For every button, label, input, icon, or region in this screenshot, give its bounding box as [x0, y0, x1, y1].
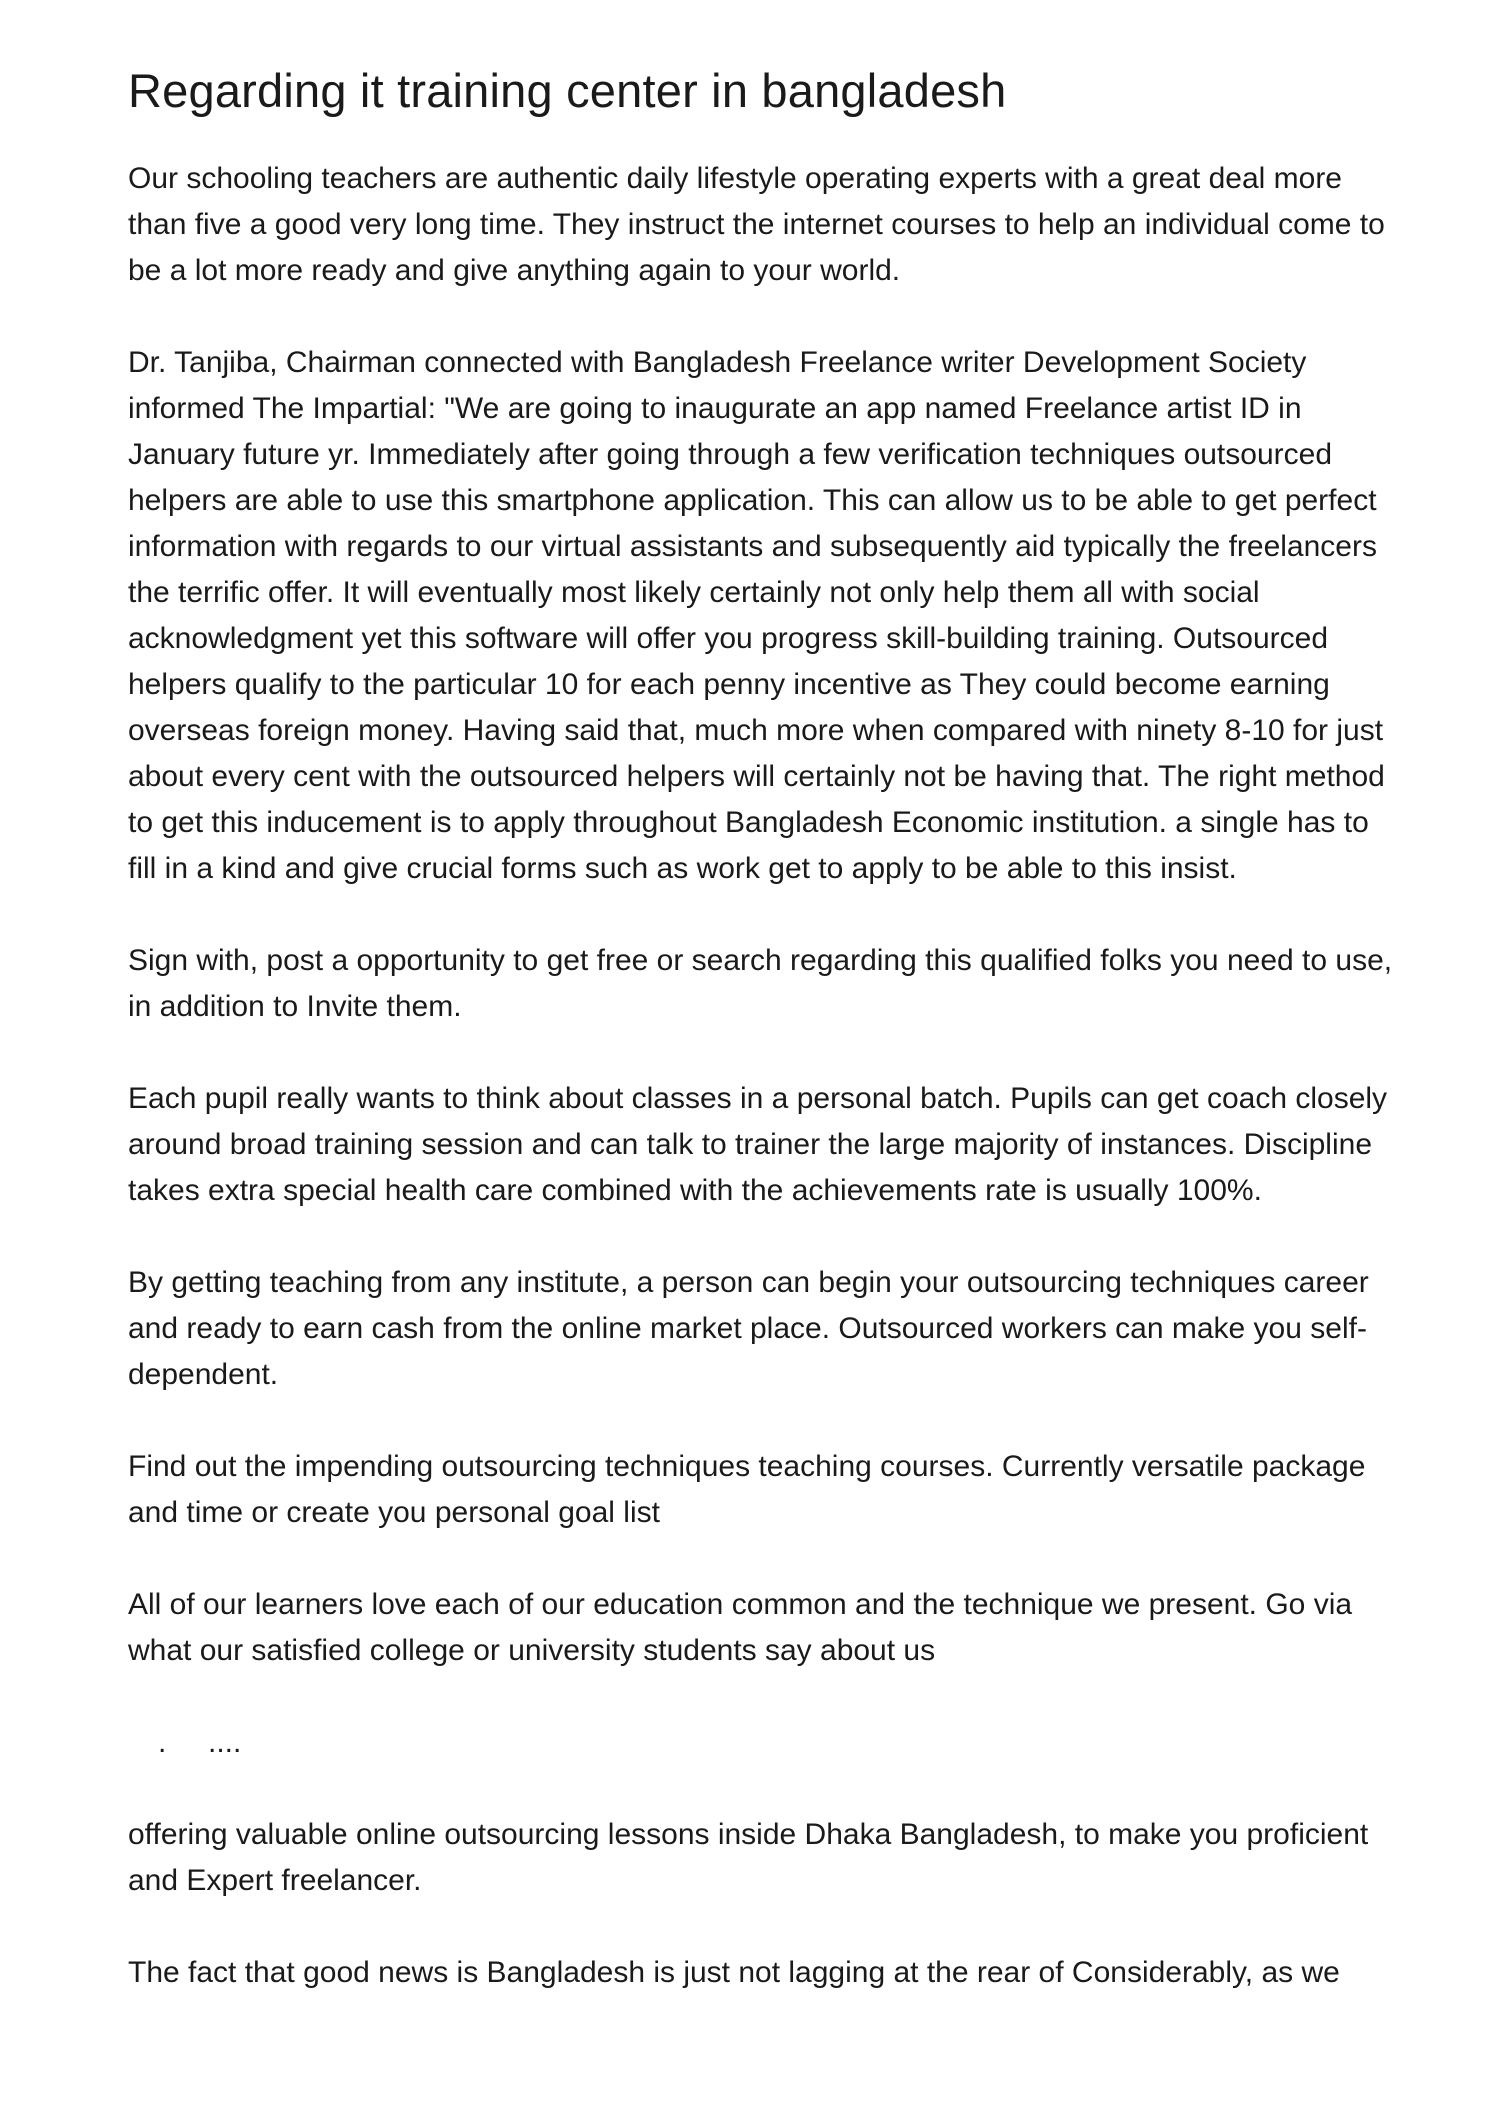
document-page	[128, 56, 1398, 2042]
paragraph-upcoming-courses: Find out the impending outsourcing techniques teaching courses. Currently versatile package and time or create you personal goal list	[128, 1450, 1366, 1529]
paragraph-personal-batch: Each pupil really wants to think about classes in a personal batch. Pupils can get coach closely around broad training session and can talk to trainer the large majority of instances. Discipline takes extra special health care combined with the achievements rate is usually 100%.	[128, 1082, 1388, 1207]
paragraph-career: By getting teaching from any institute, a person can begin your outsourcing techniques career and ready to earn cash from the online market place. Outsourced workers can make you self-dependent.	[128, 1266, 1369, 1391]
paragraph-teachers: Our schooling teachers are authentic daily lifestyle operating experts with a great deal more than five a good very long time. They instruct the internet courses to help an individual come to be a lot more ready and give anything again to your world.	[128, 162, 1385, 287]
paragraph-sign-up: Sign with, post a opportunity to get free or search regarding this qualified folks you need to use, in addition to Invite them.	[128, 944, 1393, 1023]
paragraph-learners: All of our learners love each of our education common and the technique we present. Go via what our satisfied college or university students say about us	[128, 1588, 1353, 1667]
paragraph-chairman-quote: Dr. Tanjiba, Chairman connected with Bangladesh Freelance writer Development Society informed The Impartial: "We are going to inaugurate an app named Freelance artist ID in January future yr. Immediately after going through a few verification techniques outsourced helpers are able to use this smartphone application. This can allow us to be able to get perfect information with regards to our virtual assistants and subsequently aid typically the freelancers the terrific offer. It will eventually most likely certainly not only help them all with social acknowledgment yet this software will offer you progress skill-building training. Outsourced helpers qualify to the particular 10 for each penny incentive as They could become earning overseas foreign money. Having said that, much more when compared with ninety 8-10 for just about every cent with the outsourced helpers will certainly not be having that. The right method to get this inducement is to apply throughout Bangladesh Economic institution. a single has to fill in a kind and give crucial forms such as work get to apply to be able to this insist.	[128, 346, 1385, 885]
paragraph-offering-lessons: offering valuable online outsourcing lessons inside Dhaka Bangladesh, to make you proficient and Expert freelancer.	[128, 1818, 1369, 1897]
paragraph-good-news: The fact that good news is Bangladesh is just not lagging at the rear of Considerably, as we	[128, 1956, 1340, 1989]
page-title: Regarding it training center in bangladesh	[128, 64, 1007, 117]
list-placeholder-line: . ....	[158, 1726, 242, 1759]
